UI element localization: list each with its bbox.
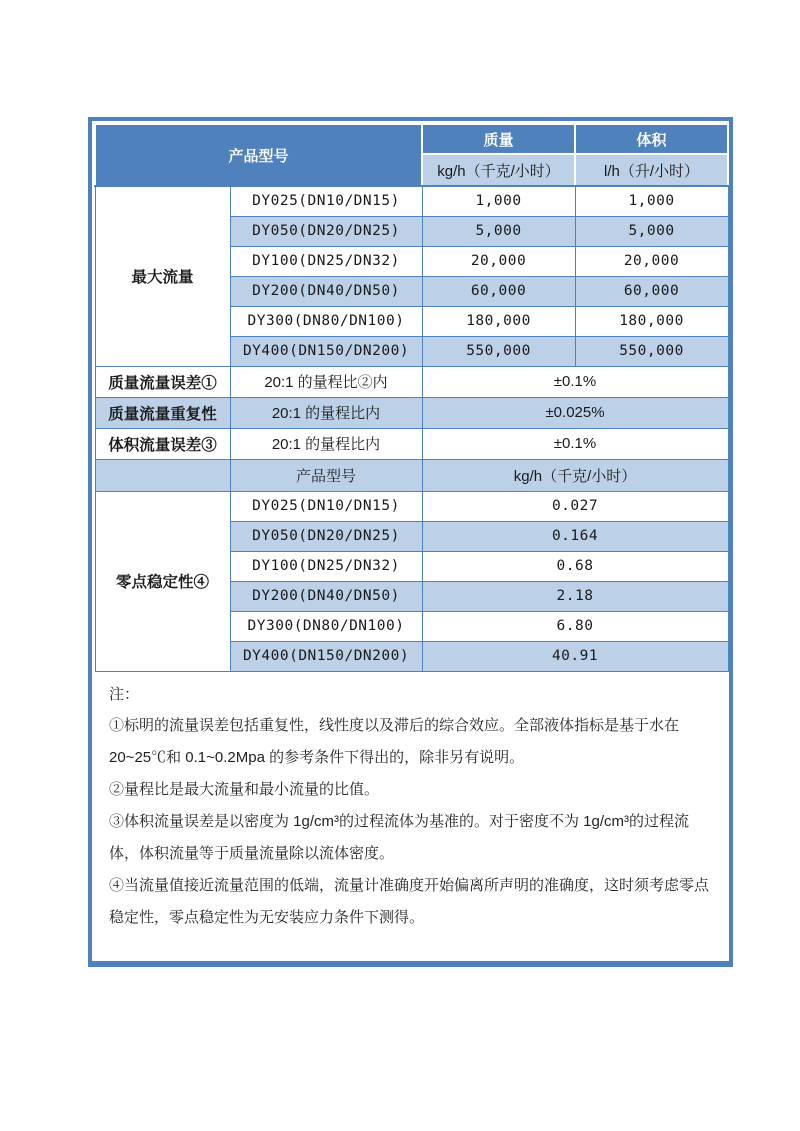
model-cell: DY300(DN80/DN100) (230, 611, 422, 641)
mass-value: 60,000 (422, 276, 575, 306)
zero-value: 0.164 (422, 521, 728, 551)
zero-value: 40.91 (422, 641, 728, 671)
model-cell: DY050(DN20/DN25) (230, 521, 422, 551)
note-item-2: ②量程比是最大流量和最小流量的比值。 (109, 780, 380, 798)
mass-value: 5,000 (422, 216, 575, 246)
volume-value: 20,000 (575, 246, 728, 276)
model-cell: DY025(DN10/DN15) (230, 186, 422, 216)
notes-title: 注： (109, 685, 140, 703)
table-row (95, 428, 728, 459)
mid-header-row (95, 459, 728, 491)
spec-value: ±0.1% (422, 428, 728, 459)
spec-label: 体积流量误差③ (95, 428, 230, 459)
table-row (95, 186, 728, 216)
model-cell: DY050(DN20/DN25) (230, 216, 422, 246)
mass-value: 180,000 (422, 306, 575, 336)
header-product-model: 产品型号 (95, 124, 422, 186)
mass-value: 20,000 (422, 246, 575, 276)
header-mass: 质量 (422, 124, 575, 154)
note-item-3: ③体积流量误差是以密度为 1g/cm³的过程流体为基准的。对于密度不为 1g/cm³的过程流体，体积流量等于质量流量除以流体密度。 (109, 812, 690, 862)
mass-value: 1,000 (422, 186, 575, 216)
model-cell: DY300(DN80/DN100) (230, 306, 422, 336)
mid-header-unit: kg/h（千克/小时） (422, 459, 728, 491)
mid-header-product-model: 产品型号 (230, 459, 422, 491)
spec-label: 质量流量重复性 (95, 397, 230, 428)
spec-value: ±0.025% (422, 397, 728, 428)
model-cell: DY025(DN10/DN15) (230, 491, 422, 521)
notes-row (95, 671, 728, 959)
volume-value: 1,000 (575, 186, 728, 216)
header-volume-unit: l/h（升/小时） (575, 154, 728, 186)
notes-cell (95, 671, 728, 959)
model-cell: DY400(DN150/DN200) (230, 336, 422, 366)
model-cell: DY100(DN25/DN32) (230, 551, 422, 581)
header-mass-unit: kg/h（千克/小时） (422, 154, 575, 186)
spec-table-frame (88, 117, 733, 967)
table-row (95, 366, 728, 397)
max-flow-label: 最大流量 (95, 186, 230, 366)
zero-value: 0.027 (422, 491, 728, 521)
header-volume: 体积 (575, 124, 728, 154)
model-cell: DY100(DN25/DN32) (230, 246, 422, 276)
table-row (95, 397, 728, 428)
spec-table (94, 123, 729, 959)
zero-value: 0.68 (422, 551, 728, 581)
volume-value: 550,000 (575, 336, 728, 366)
spec-value: ±0.1% (422, 366, 728, 397)
spec-condition: 20:1 的量程比内 (230, 397, 422, 428)
header-row-1 (95, 124, 728, 154)
model-cell: DY400(DN150/DN200) (230, 641, 422, 671)
spec-condition: 20:1 的量程比②内 (230, 366, 422, 397)
spec-condition: 20:1 的量程比内 (230, 428, 422, 459)
note-item-1: ①标明的流量误差包括重复性，线性度以及滞后的综合效应。全部液体指标是基于水在20~25℃和 0.1~0.2Mpa 的参考条件下得出的，除非另有说明。 (109, 716, 680, 766)
zero-value: 2.18 (422, 581, 728, 611)
volume-value: 5,000 (575, 216, 728, 246)
model-cell: DY200(DN40/DN50) (230, 581, 422, 611)
empty-cell (95, 459, 230, 491)
note-item-4: ④当流量值接近流量范围的低端，流量计准确度开始偏离所声明的准确度，这时须考虑零点稳定性，零点稳定性为无安装应力条件下测得。 (109, 876, 710, 926)
model-cell: DY200(DN40/DN50) (230, 276, 422, 306)
mass-value: 550,000 (422, 336, 575, 366)
volume-value: 180,000 (575, 306, 728, 336)
spec-label: 质量流量误差① (95, 366, 230, 397)
table-row (95, 491, 728, 521)
zero-value: 6.80 (422, 611, 728, 641)
volume-value: 60,000 (575, 276, 728, 306)
zero-stability-label: 零点稳定性④ (95, 491, 230, 671)
